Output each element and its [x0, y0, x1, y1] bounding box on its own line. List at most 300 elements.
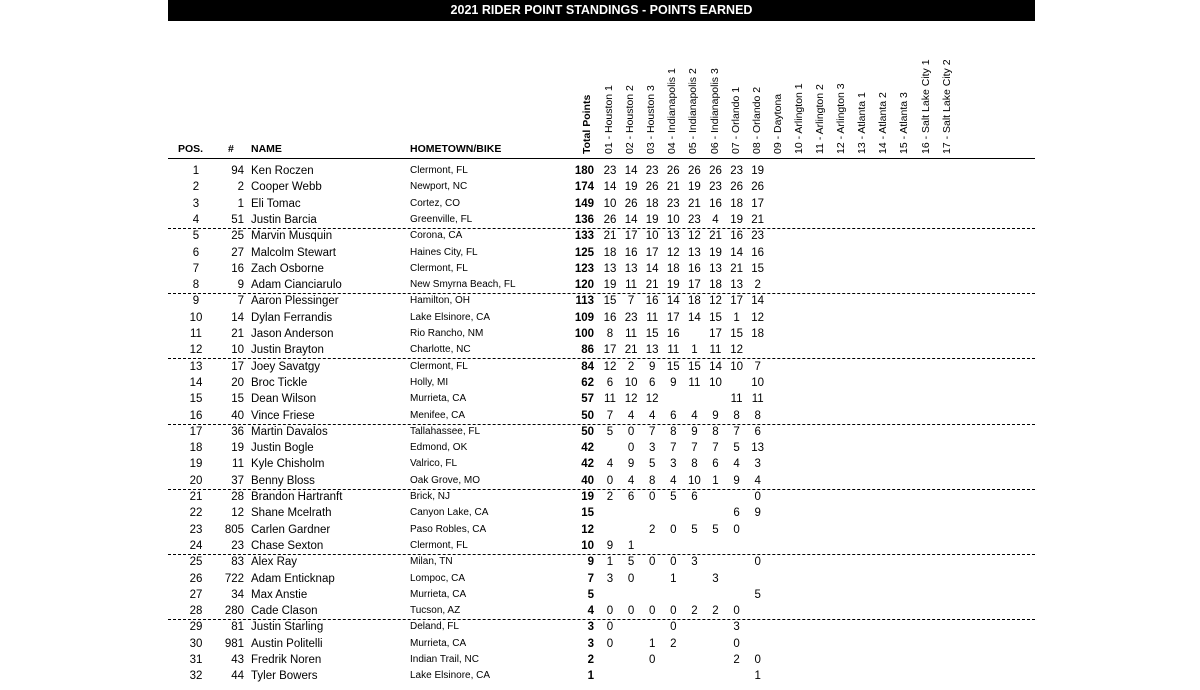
- rider-pos: 4: [192, 213, 200, 226]
- rider-pos: 22: [189, 507, 203, 520]
- rider-name: Dean Wilson: [251, 393, 317, 406]
- round-score: 4: [627, 474, 635, 487]
- round-score: 4: [648, 409, 656, 422]
- rider-number: 19: [231, 442, 244, 455]
- round-score: 12: [687, 230, 701, 243]
- rider-total-points: 50: [581, 409, 594, 422]
- rider-number: 981: [224, 637, 244, 650]
- round-score: 0: [606, 637, 614, 650]
- round-score: 21: [666, 181, 680, 194]
- round-score: 0: [670, 621, 677, 634]
- round-score: 21: [730, 262, 743, 275]
- round-header: 12 - Arlington 3: [835, 83, 848, 154]
- round-score: 15: [666, 360, 680, 373]
- round-score: 4: [712, 213, 719, 226]
- round-score: 10: [666, 213, 680, 226]
- round-score: 18: [645, 197, 659, 210]
- table-row: [168, 310, 1035, 326]
- round-score: 18: [687, 295, 701, 308]
- round-score: 16: [751, 246, 765, 259]
- rider-total-points: 62: [581, 376, 594, 389]
- round-score: 4: [627, 409, 635, 422]
- rider-number: 7: [237, 295, 244, 308]
- round-score: 5: [627, 556, 635, 569]
- round-score: 14: [624, 213, 638, 226]
- rider-name: Kyle Chisholm: [251, 458, 325, 471]
- round-score: 11: [751, 393, 764, 406]
- round-score: 21: [687, 197, 701, 210]
- round-score: 3: [670, 458, 677, 471]
- rider-name: Cooper Webb: [251, 181, 322, 194]
- round-score: 17: [624, 230, 638, 243]
- rider-total-points: 1: [587, 670, 594, 683]
- round-score: 8: [733, 409, 740, 422]
- round-score: 17: [730, 295, 743, 308]
- rider-name: Malcolm Stewart: [251, 246, 336, 259]
- round-score: 7: [712, 442, 719, 455]
- round-score: 16: [645, 295, 659, 308]
- rider-pos: 23: [189, 523, 203, 536]
- round-score: 1: [712, 474, 719, 487]
- round-header: 14 - Atlanta 2: [877, 92, 890, 154]
- round-score: 13: [624, 262, 638, 275]
- round-score: 0: [754, 654, 761, 666]
- rider-total-points: 15: [581, 507, 594, 520]
- rider-total-points: 3: [587, 621, 594, 634]
- rider-pos: 26: [189, 572, 203, 585]
- round-score: 19: [730, 213, 743, 226]
- table-row: [168, 587, 1035, 603]
- rider-hometown: Deland, FL: [410, 621, 459, 633]
- round-header: 02 - Houston 2: [624, 85, 637, 154]
- rider-total-points: 57: [581, 393, 594, 406]
- round-score: 1: [648, 637, 656, 650]
- round-score: 9: [712, 409, 719, 422]
- rider-total-points: 4: [587, 605, 594, 618]
- rider-hometown: Brick, NJ: [410, 491, 450, 502]
- round-score: 9: [691, 425, 698, 438]
- round-score: 8: [670, 425, 677, 438]
- rider-total-points: 133: [574, 230, 594, 243]
- round-score: 18: [603, 246, 617, 259]
- rider-hometown: Lake Elsinore, CA: [410, 670, 491, 682]
- round-score: 1: [754, 670, 761, 683]
- rider-pos: 25: [189, 556, 203, 569]
- rider-total-points: 84: [581, 360, 594, 373]
- round-score: 19: [666, 279, 680, 292]
- rider-total-points: 9: [587, 556, 594, 569]
- round-score: 14: [730, 246, 743, 259]
- rider-pos: 32: [189, 670, 203, 683]
- rider-name: Chase Sexton: [251, 539, 324, 552]
- round-score: 19: [709, 246, 722, 259]
- rider-number: 34: [231, 588, 244, 601]
- round-header: 10 - Arlington 1: [792, 83, 805, 154]
- round-score: 0: [606, 605, 614, 618]
- rider-hometown: Clermont, FL: [410, 165, 468, 176]
- rider-pos: 12: [189, 344, 203, 357]
- round-score: 19: [603, 279, 617, 292]
- round-score: 26: [666, 165, 680, 177]
- round-score: 14: [687, 311, 701, 324]
- round-score: 12: [645, 393, 659, 406]
- rider-total-points: 50: [581, 425, 594, 438]
- round-score: 9: [754, 507, 761, 520]
- rider-number: 44: [231, 670, 244, 683]
- rider-hometown: Oak Grove, MO: [410, 474, 481, 486]
- round-score: 2: [627, 360, 635, 373]
- rider-pos: 9: [192, 295, 200, 308]
- round-score: 8: [648, 474, 656, 487]
- round-score: 21: [751, 213, 765, 226]
- rider-number: 36: [231, 425, 244, 438]
- rider-pos: 24: [189, 539, 203, 552]
- rider-hometown: Hamilton, OH: [410, 295, 471, 307]
- table-row: [168, 391, 1035, 407]
- rider-name: Adam Cianciarulo: [251, 279, 342, 292]
- rider-number: 23: [231, 539, 244, 552]
- rider-total-points: 2: [587, 654, 594, 666]
- rider-hometown: Holly, MI: [410, 376, 449, 388]
- round-score: 21: [709, 230, 722, 243]
- rider-number: 51: [231, 213, 244, 226]
- rider-number: 14: [231, 311, 244, 324]
- round-score: 0: [648, 491, 656, 503]
- round-header: 11 - Arlington 2: [814, 84, 826, 154]
- round-score: 8: [712, 425, 719, 438]
- round-score: 1: [670, 572, 677, 585]
- table-row: [168, 554, 1035, 570]
- round-score: 21: [603, 230, 617, 243]
- round-score: 23: [645, 165, 659, 177]
- rider-pos: 29: [189, 621, 203, 634]
- rider-hometown: Clermont, FL: [410, 360, 468, 372]
- rider-name: Justin Brayton: [251, 344, 324, 357]
- header-hometown: HOMETOWN/BIKE: [410, 143, 502, 155]
- round-score: 15: [645, 328, 659, 340]
- round-score: 0: [627, 442, 635, 455]
- round-score: 1: [606, 556, 614, 569]
- round-score: 7: [754, 360, 761, 373]
- rider-pos: 3: [192, 197, 200, 210]
- round-score: 0: [606, 474, 614, 487]
- round-score: 12: [624, 393, 638, 406]
- rider-name: Jason Anderson: [251, 328, 334, 340]
- round-score: 0: [648, 605, 656, 618]
- round-score: 10: [603, 197, 617, 210]
- rider-pos: 5: [192, 230, 200, 243]
- rider-number: 805: [224, 523, 244, 536]
- rider-name: Justin Bogle: [251, 442, 314, 455]
- round-score: 10: [645, 230, 659, 243]
- header-number: #: [228, 143, 234, 155]
- rider-hometown: Lompoc, CA: [410, 572, 466, 584]
- round-score: 1: [733, 311, 740, 324]
- rider-total-points: 100: [574, 328, 594, 340]
- round-score: 10: [709, 376, 722, 389]
- round-score: 8: [606, 328, 614, 340]
- rider-total-points: 5: [587, 588, 594, 601]
- rider-hometown: Charlotte, NC: [410, 344, 471, 356]
- table-row: [168, 163, 1035, 179]
- round-header: 05 - Indianapolis 2: [687, 68, 700, 154]
- round-score: 23: [730, 165, 743, 177]
- round-score: 10: [624, 376, 638, 389]
- round-score: 5: [733, 442, 740, 455]
- rider-number: 12: [231, 507, 244, 520]
- rider-hometown: Murrieta, CA: [410, 588, 467, 600]
- round-score: 26: [730, 181, 743, 194]
- rider-name: Broc Tickle: [251, 376, 308, 389]
- rider-total-points: 174: [574, 181, 594, 194]
- round-header: 17 - Salt Lake City 2: [940, 59, 953, 154]
- round-score: 2: [606, 491, 614, 503]
- round-score: 17: [687, 279, 701, 292]
- rider-total-points: 86: [581, 344, 594, 357]
- table-row: [168, 261, 1035, 277]
- round-score: 16: [666, 328, 680, 340]
- round-score: 12: [603, 360, 617, 373]
- round-score: 2: [733, 654, 740, 666]
- rider-number: 43: [231, 654, 244, 666]
- table-row: [168, 342, 1035, 359]
- round-score: 0: [648, 556, 656, 569]
- round-score: 5: [712, 523, 719, 536]
- rider-hometown: Lake Elsinore, CA: [410, 311, 491, 323]
- rider-total-points: 136: [574, 213, 594, 226]
- round-score: 13: [645, 344, 659, 357]
- rider-number: 16: [231, 262, 244, 275]
- rider-pos: 18: [189, 442, 203, 455]
- round-score: 17: [709, 328, 722, 340]
- round-score: 9: [606, 539, 614, 552]
- round-score: 16: [709, 197, 722, 210]
- round-score: 8: [691, 458, 698, 471]
- rider-number: 83: [231, 556, 244, 569]
- round-score: 10: [751, 376, 765, 389]
- round-score: 15: [751, 262, 765, 275]
- round-score: 3: [648, 442, 656, 455]
- rider-pos: 1: [192, 165, 200, 177]
- round-score: 4: [670, 474, 677, 487]
- round-score: 3: [691, 556, 698, 569]
- rider-hometown: Clermont, FL: [410, 262, 468, 274]
- table-row: [168, 408, 1035, 425]
- round-score: 23: [687, 213, 701, 226]
- round-score: 9: [670, 376, 677, 389]
- rider-hometown: Edmond, OK: [410, 442, 468, 454]
- round-score: 5: [648, 458, 656, 471]
- round-score: 15: [687, 360, 701, 373]
- round-score: 2: [691, 605, 698, 618]
- rider-total-points: 123: [574, 262, 594, 275]
- rider-total-points: 19: [581, 491, 594, 503]
- rider-hometown: Corona, CA: [410, 230, 463, 242]
- round-score: 0: [733, 637, 740, 650]
- round-score: 19: [687, 181, 701, 194]
- rider-number: 94: [231, 165, 244, 177]
- rider-total-points: 7: [587, 572, 594, 585]
- rider-pos: 14: [189, 376, 203, 389]
- rider-total-points: 109: [574, 311, 594, 324]
- rider-pos: 2: [192, 181, 200, 194]
- round-score: 19: [624, 181, 638, 194]
- rider-name: Carlen Gardner: [251, 523, 331, 536]
- table-row: [168, 505, 1035, 521]
- rider-name: Max Anstie: [251, 588, 308, 601]
- round-score: 26: [687, 165, 701, 177]
- round-score: 23: [603, 165, 617, 177]
- rider-pos: 7: [192, 262, 200, 275]
- round-score: 6: [606, 376, 614, 389]
- rider-hometown: Tucson, AZ: [410, 605, 461, 617]
- round-score: 11: [667, 344, 680, 357]
- round-score: 0: [606, 621, 614, 634]
- rider-pos: 16: [189, 409, 203, 422]
- round-score: 0: [754, 556, 761, 569]
- round-score: 6: [691, 491, 698, 503]
- rider-pos: 15: [189, 393, 203, 406]
- round-score: 17: [751, 197, 765, 210]
- round-score: 7: [606, 409, 614, 422]
- rider-name: Justin Barcia: [251, 213, 317, 226]
- rider-total-points: 42: [581, 458, 594, 471]
- rider-pos: 17: [189, 425, 203, 438]
- header-rule: [168, 158, 1035, 159]
- round-header: 01 - Houston 1: [603, 85, 615, 154]
- round-score: 9: [733, 474, 740, 487]
- table-row: [168, 326, 1035, 342]
- round-score: 19: [645, 213, 659, 226]
- rider-total-points: 40: [581, 474, 594, 487]
- rider-name: Tyler Bowers: [251, 670, 318, 683]
- round-score: 4: [606, 458, 614, 471]
- round-score: 1: [691, 344, 698, 357]
- round-score: 6: [733, 507, 740, 520]
- rider-total-points: 3: [587, 637, 594, 650]
- table-row: [168, 668, 1035, 684]
- round-header: 08 - Orlando 2: [750, 86, 763, 154]
- round-score: 6: [670, 409, 677, 422]
- rider-name: Justin Starling: [251, 621, 324, 634]
- table-row: [168, 456, 1035, 472]
- round-score: 13: [687, 246, 701, 259]
- round-score: 14: [751, 295, 765, 308]
- rider-hometown: Murrieta, CA: [410, 393, 467, 405]
- round-score: 23: [709, 181, 722, 194]
- table-row: [168, 473, 1035, 490]
- rider-name: Eli Tomac: [251, 197, 301, 210]
- table-row: [168, 489, 1035, 505]
- round-score: 4: [733, 458, 740, 471]
- round-score: 11: [604, 393, 616, 406]
- rider-name: Martin Davalos: [251, 425, 328, 438]
- round-score: 9: [648, 360, 656, 373]
- round-score: 2: [712, 605, 719, 618]
- rider-pos: 27: [189, 588, 203, 601]
- rider-name: Zach Osborne: [251, 262, 324, 275]
- rider-hometown: Milan, TN: [410, 556, 453, 568]
- round-score: 12: [751, 311, 765, 324]
- round-score: 5: [691, 523, 698, 536]
- header-name: NAME: [251, 143, 282, 155]
- round-score: 5: [754, 588, 761, 601]
- rider-name: Ken Roczen: [251, 165, 314, 177]
- rider-hometown: Paso Robles, CA: [410, 523, 487, 535]
- round-score: 16: [687, 262, 701, 275]
- round-score: 21: [645, 279, 659, 292]
- round-score: 11: [646, 311, 659, 324]
- round-score: 11: [688, 376, 701, 389]
- round-score: 11: [625, 328, 638, 340]
- round-score: 12: [666, 246, 680, 259]
- round-score: 0: [627, 425, 635, 438]
- rider-total-points: 10: [581, 539, 594, 552]
- round-header: 09 - Daytona: [771, 93, 784, 154]
- table-row: [168, 538, 1035, 555]
- rider-pos: 10: [189, 311, 203, 324]
- round-score: 7: [691, 442, 698, 455]
- rider-name: Cade Clason: [251, 605, 318, 618]
- round-score: 3: [733, 621, 740, 634]
- rider-number: 17: [231, 360, 244, 373]
- round-score: 15: [730, 328, 743, 340]
- table-row: [168, 522, 1035, 538]
- table-row: [168, 375, 1035, 391]
- round-score: 23: [666, 197, 680, 210]
- rider-name: Alex Ray: [251, 556, 298, 569]
- round-score: 0: [733, 605, 740, 618]
- round-score: 23: [751, 230, 765, 243]
- round-score: 16: [624, 246, 638, 259]
- round-score: 6: [627, 491, 635, 503]
- round-score: 14: [645, 262, 659, 275]
- round-score: 26: [645, 181, 659, 194]
- table-row: [168, 212, 1035, 229]
- round-score: 14: [603, 181, 617, 194]
- round-score: 10: [687, 474, 701, 487]
- rider-hometown: Newport, NC: [410, 181, 468, 193]
- rider-number: 1: [237, 197, 244, 210]
- round-score: 7: [733, 425, 740, 438]
- rider-total-points: 12: [581, 523, 594, 536]
- rider-pos: 13: [189, 360, 203, 373]
- rider-pos: 20: [189, 474, 203, 487]
- rider-hometown: Murrieta, CA: [410, 637, 467, 649]
- table-row: [168, 245, 1035, 261]
- round-score: 13: [709, 262, 722, 275]
- rider-total-points: 180: [574, 165, 594, 177]
- rider-name: Marvin Musquin: [251, 230, 333, 243]
- round-header: 07 - Orlando 1: [729, 86, 742, 154]
- rider-total-points: 42: [581, 442, 594, 455]
- header-pos: POS.: [178, 143, 204, 155]
- header-total-points: Total Points: [581, 94, 593, 154]
- rider-number: 2: [237, 181, 244, 194]
- rider-total-points: 149: [574, 197, 594, 210]
- rider-pos: 21: [189, 491, 203, 503]
- round-score: 13: [666, 230, 680, 243]
- round-score: 18: [751, 328, 765, 340]
- round-score: 0: [627, 572, 635, 585]
- round-score: 5: [670, 491, 677, 503]
- round-score: 13: [730, 279, 743, 292]
- round-score: 4: [691, 409, 698, 422]
- table-row: [168, 636, 1035, 652]
- round-score: 17: [645, 246, 659, 259]
- round-score: 2: [754, 279, 761, 292]
- round-score: 2: [648, 523, 656, 536]
